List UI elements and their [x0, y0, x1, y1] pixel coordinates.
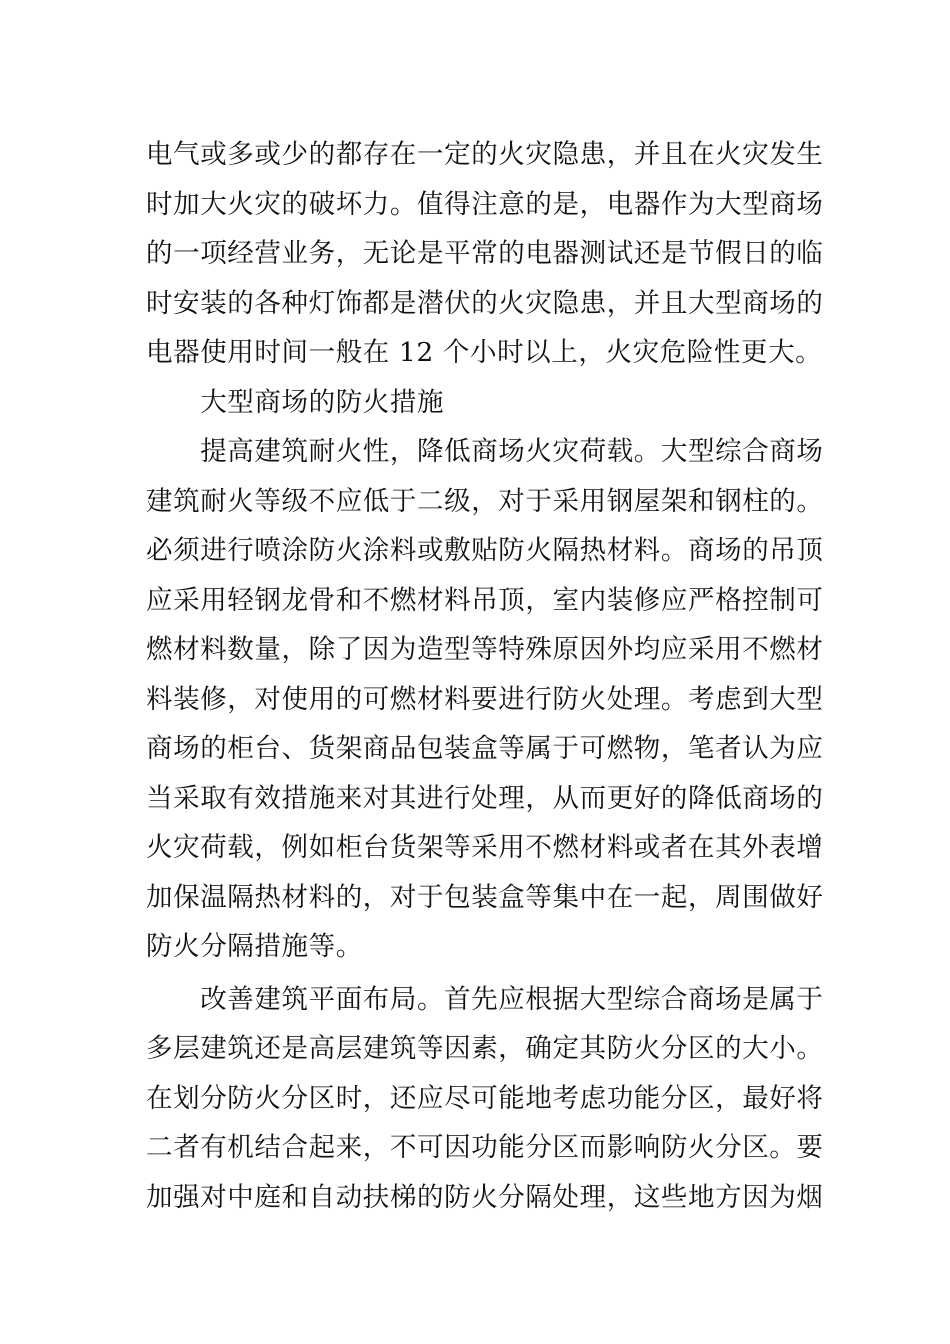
text-line: 料装修，对使用的可燃材料要进行防火处理。考虑到大型 [146, 683, 824, 715]
text-line: 电器使用时间一般在 12 个小时以上，火灾危险性更大。 [146, 337, 823, 368]
text-line: 的一项经营业务，无论是平常的电器测试还是节假日的临 [146, 238, 824, 269]
text-line: 二者有机结合起来，不可因功能分区而影响防火分区。要 [146, 1132, 824, 1163]
text-line: 在划分防火分区时，还应尽可能地考虑功能分区，最好将 [146, 1082, 824, 1114]
text-line: 时安装的各种灯饰都是潜伏的火灾隐患，并且大型商场的 [146, 287, 824, 319]
text-line: 多层建筑还是高层建筑等因素，确定其防火分区的大小。 [146, 1033, 824, 1064]
text-line: 当采取有效措施来对其进行处理，从而更好的降低商场的 [146, 782, 824, 814]
text-line: 商场的柜台、货架商品包装盒等属于可燃物，笔者认为应 [146, 733, 824, 764]
text-line: 加强对中庭和自动扶梯的防火分隔处理，这些地方因为烟 [146, 1181, 824, 1213]
text-line: 改善建筑平面布局。首先应根据大型综合商场是属于 [146, 983, 824, 1015]
section-heading: 大型商场的防火措施 [146, 386, 445, 418]
text-line: 燃材料数量，除了因为造型等特殊原因外均应采用不燃材 [146, 634, 824, 665]
body-text [146, 130, 824, 1222]
text-line: 电气或多或少的都存在一定的火灾隐患，并且在火灾发生 [146, 139, 824, 170]
text-line: 加保温隔热材料的，对于包装盒等集中在一起，周围做好 [146, 881, 824, 913]
text-line: 应采用轻钢龙骨和不燃材料吊顶，室内装修应严格控制可 [146, 584, 824, 616]
text-line: 时加大火灾的破坏力。值得注意的是，电器作为大型商场 [146, 188, 824, 220]
text-line: 必须进行喷涂防火涂料或敷贴防火隔热材料。商场的吊顶 [146, 535, 824, 566]
text-line: 建筑耐火等级不应低于二级，对于采用钢屋架和钢柱的。 [146, 485, 824, 517]
text-line: 火灾荷载，例如柜台货架等采用不燃材料或者在其外表增 [146, 832, 824, 863]
text-line: 提高建筑耐火性，降低商场火灾荷载。大型综合商场 [146, 436, 824, 467]
text-line: 防火分隔措施等。 [146, 931, 363, 962]
